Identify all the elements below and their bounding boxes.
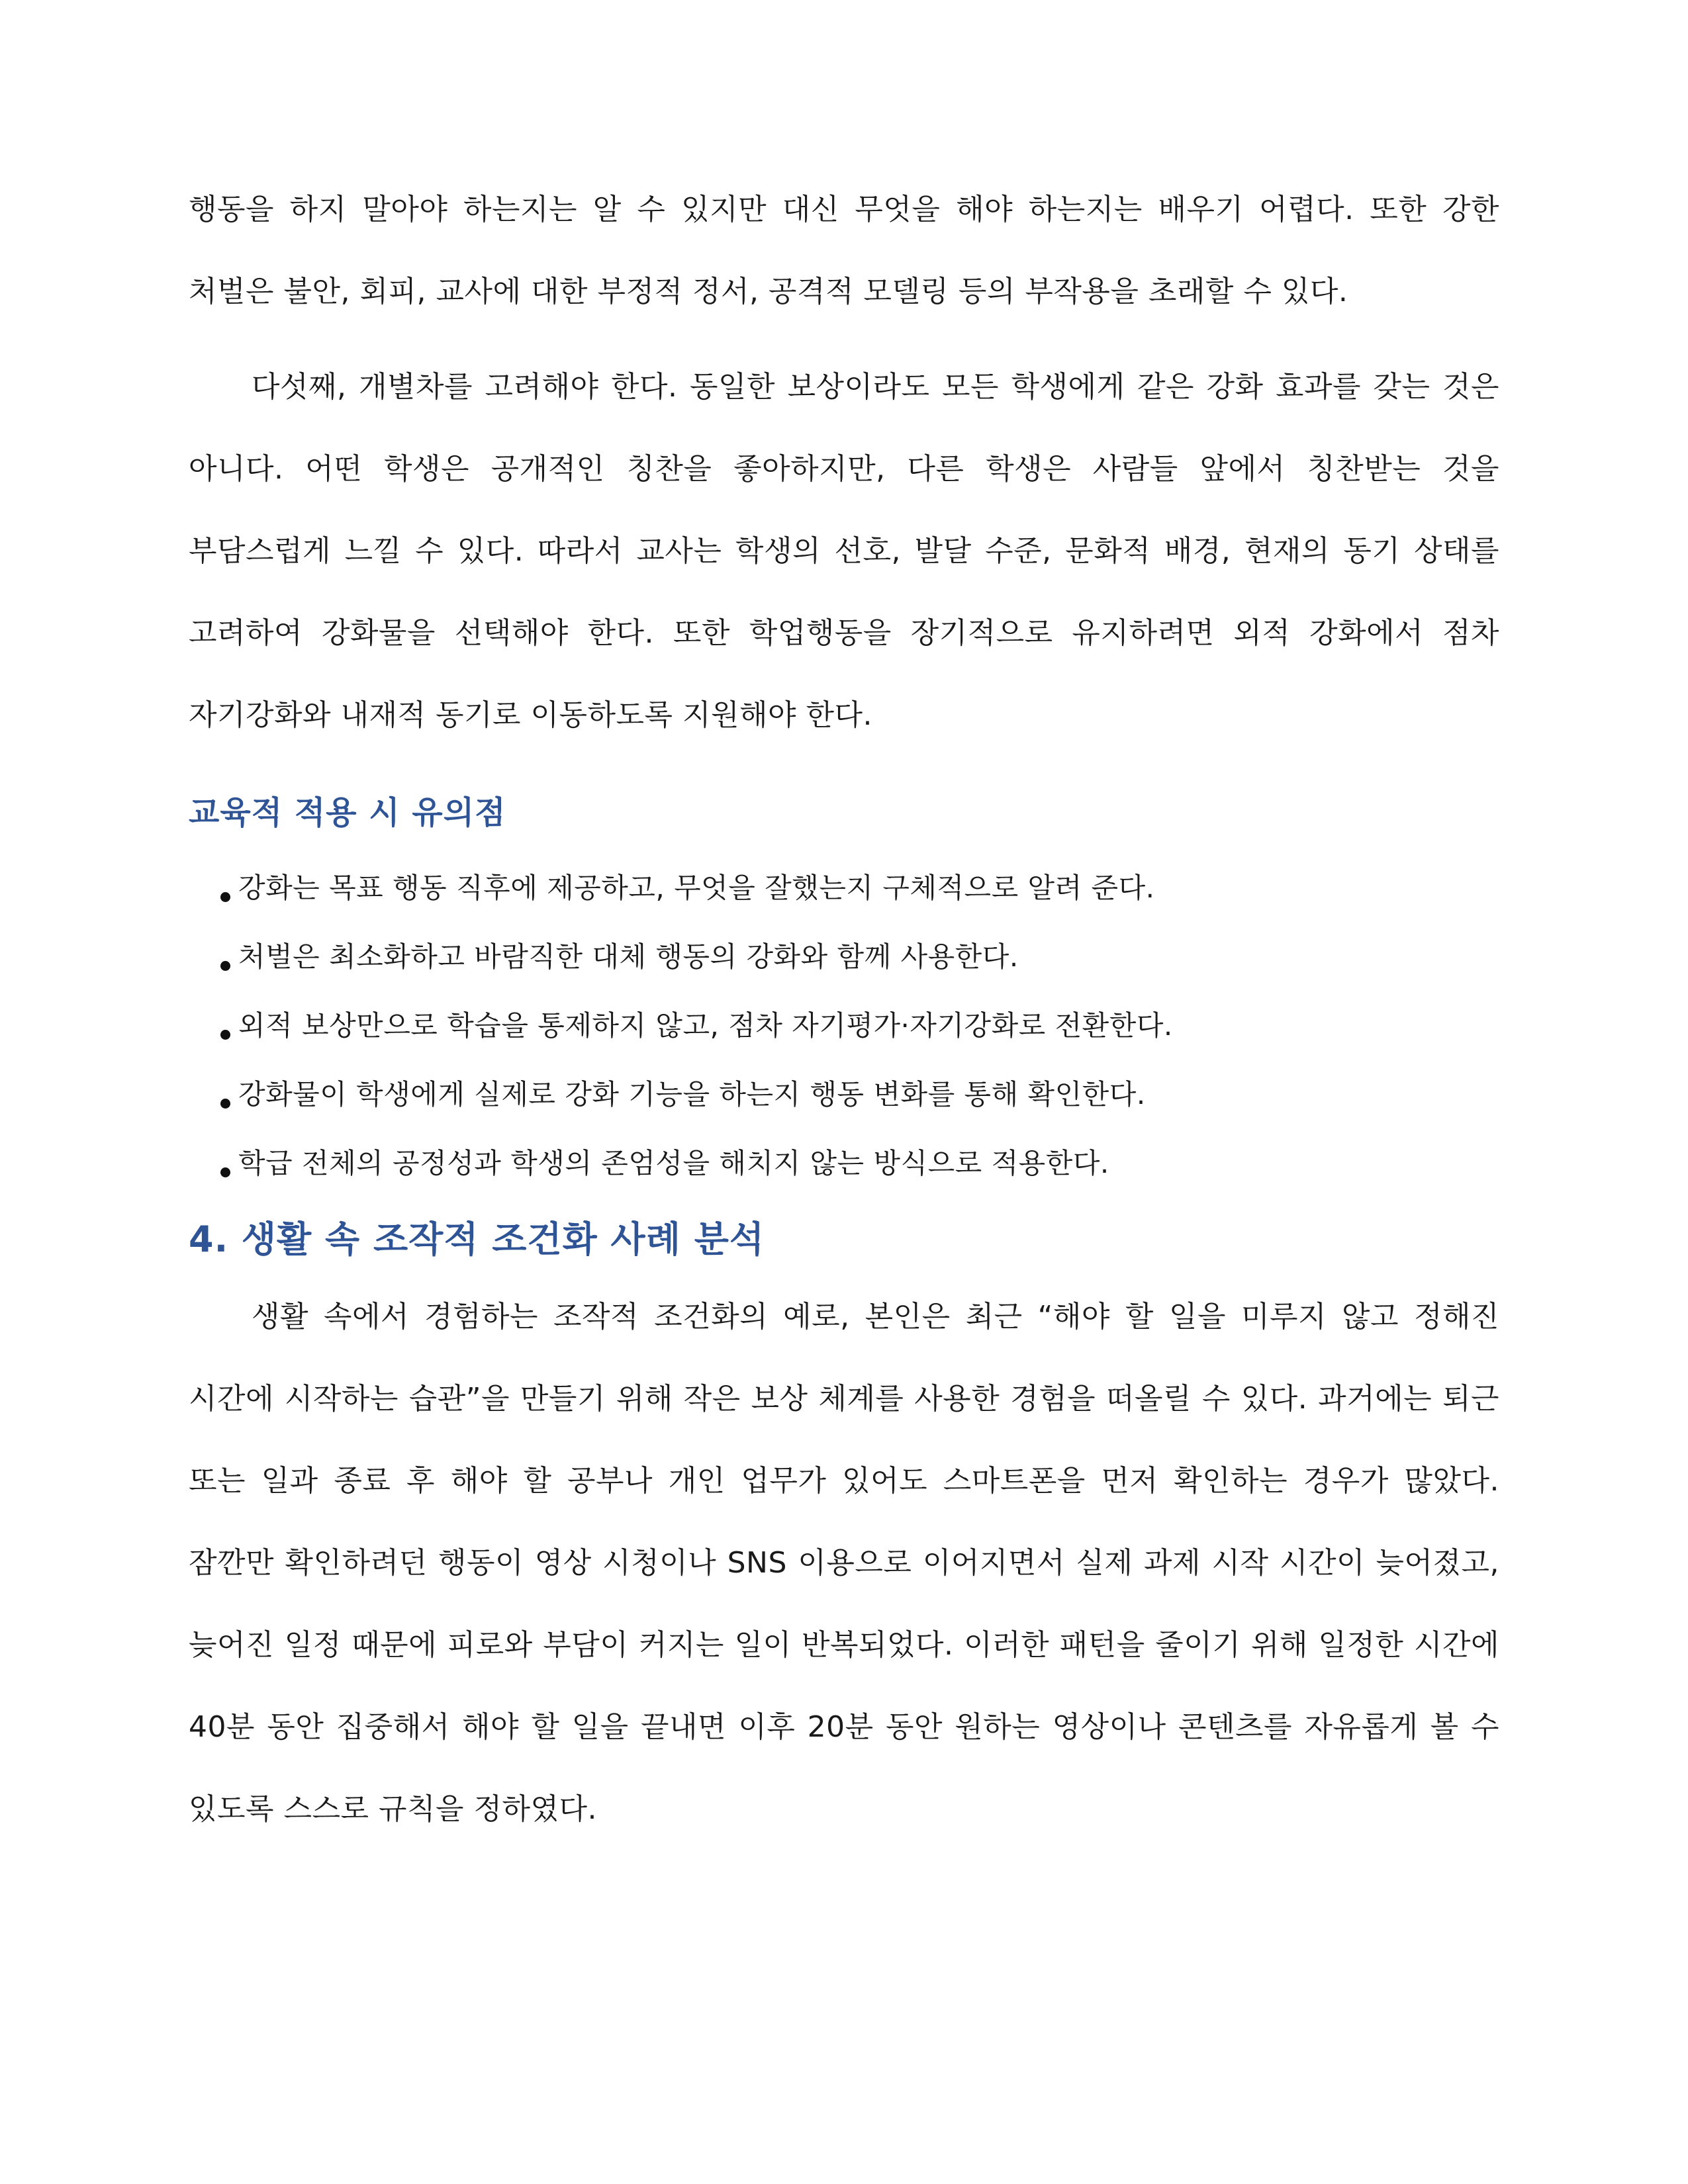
section-heading-cautions: 교육적 적용 시 유의점 [189, 794, 506, 831]
caution-list-item [189, 854, 1499, 923]
caution-list-item [189, 923, 1499, 991]
bullet-icon [220, 1030, 230, 1040]
caution-item-text: 강화는 목표 행동 직후에 제공하고, 무엇을 잘했는지 구체적으로 알려 준다. [238, 872, 1155, 904]
bullet-icon [220, 961, 230, 971]
paragraph-case-analysis: 생활 속에서 경험하는 조작적 조건화의 예로, 본인은 최근 “해야 할 일을 미루지 않고 정해진 시간에 시작하는 습관”을 만들기 위해 작은 보상 체계를 사용한 경험을 떠올릴 수 있다. 과거에는 퇴근 또는 일과 종료 후 해야 할 공부나 개인 업무가 있어도 스마트폰을 먼저 확인하는 경우가 많았다. 잠깐만 확인하려던 행동이 영상 시청이나 SNS 이용으로 이어지면서 실제 과제 시작 시간이 늦어졌고, 늦어진 일정 때문에 피로와 부담이 커지는 일이 반복되었다. 이러한 패턴을 줄이기 위해 일정한 시간에 40분 동안 집중해서 해야 할 일을 끝내면 이후 20분 동안 원하는 영상이나 콘텐츠를 자유롭게 볼 수 있도록 스스로 규칙을 정하였다. [189, 1300, 1500, 1826]
paragraph-punishment-side-effects: 행동을 하지 말아야 하는지는 알 수 있지만 대신 무엇을 해야 하는지는 배우기 어렵다. 또한 강한 처벌은 불안, 회피, 교사에 대한 부정적 정서, 공격적 모델링 등의 부작용을 초래할 수 있다. [189, 193, 1499, 308]
page-body [189, 169, 1499, 1850]
bullet-icon [220, 892, 230, 902]
caution-list-item [189, 991, 1499, 1060]
bullet-icon [220, 1099, 230, 1109]
caution-item-text: 처벌은 최소화하고 바람직한 대체 행동의 강화와 함께 사용한다. [238, 940, 1019, 973]
caution-list [189, 854, 1499, 1198]
bullet-icon [220, 1167, 230, 1177]
caution-item-text: 외적 보상만으로 학습을 통제하지 않고, 점차 자기평가·자기강화로 전환한다. [238, 1009, 1173, 1042]
caution-list-item [189, 1060, 1499, 1129]
paragraph-individual-differences: 다섯째, 개별차를 고려해야 한다. 동일한 보상이라도 모든 학생에게 같은 강화 효과를 갖는 것은 아니다. 어떤 학생은 공개적인 칭찬을 좋아하지만, 다른 학생은 사람들 앞에서 칭찬받는 것을 부담스럽게 느낄 수 있다. 따라서 교사는 학생의 선호, 발달 수준, 문화적 배경, 현재의 동기 상태를 고려하여 강화물을 선택해야 한다. 또한 학업행동을 장기적으로 유지하려면 외적 강화에서 점차 자기강화와 내재적 동기로 이동하도록 지원해야 한다. [189, 370, 1499, 732]
caution-item-text: 강화물이 학생에게 실제로 강화 기능을 하는지 행동 변화를 통해 확인한다. [238, 1078, 1146, 1111]
caution-list-item [189, 1129, 1499, 1198]
caution-item-text: 학급 전체의 공정성과 학생의 존엄성을 해치지 않는 방식으로 적용한다. [238, 1147, 1109, 1179]
section-heading-case-analysis: 4. 생활 속 조작적 조건화 사례 분석 [189, 1218, 765, 1260]
